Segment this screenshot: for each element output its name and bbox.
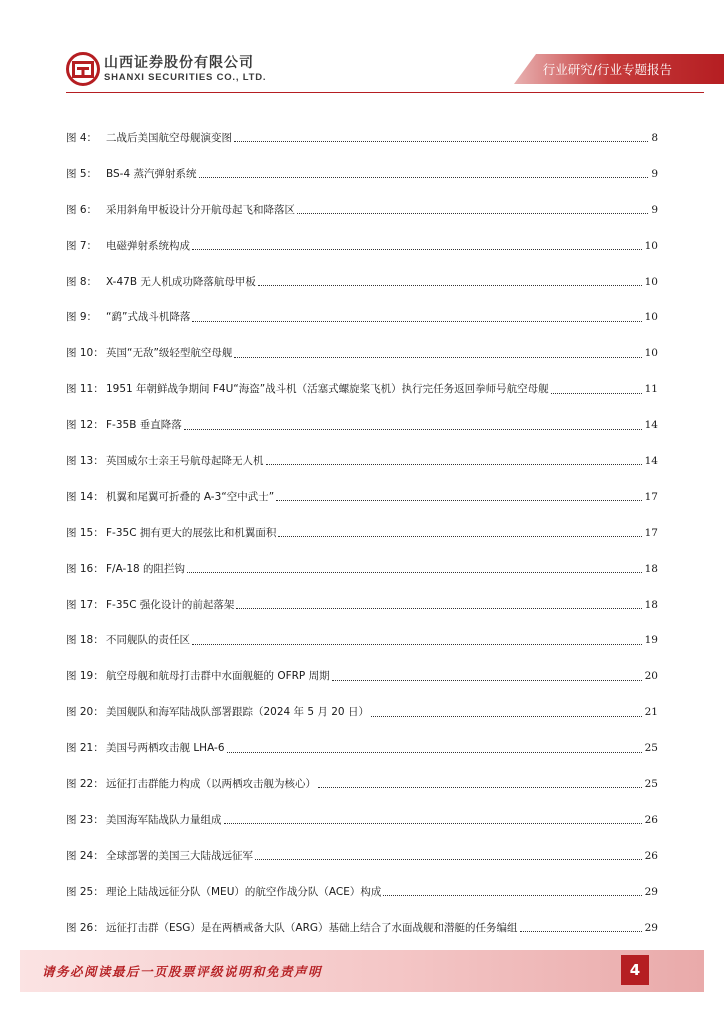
- toc-entry[interactable]: [66, 371, 658, 407]
- figure-title: 全球部署的美国三大陆战远征军: [106, 849, 253, 862]
- toc-entry[interactable]: [66, 479, 658, 515]
- dot-leader: [276, 490, 641, 501]
- figure-number: 图 19：: [66, 670, 104, 683]
- figure-title: 机翼和尾翼可折叠的 A-3“空中武士”: [106, 490, 275, 503]
- figure-title: 美国舰队和海军陆战队部署跟踪（2024 年 5 月 20 日）: [106, 706, 369, 719]
- dot-leader: [255, 849, 642, 860]
- figure-page-number: 17: [644, 526, 658, 539]
- dot-leader: [187, 562, 642, 573]
- figure-number: 图 15：: [66, 526, 104, 539]
- dot-leader: [318, 777, 642, 788]
- figure-page-number: 9: [651, 203, 658, 216]
- figure-list: [66, 120, 658, 945]
- company-name-cn: 山西证券股份有限公司: [104, 55, 254, 71]
- figure-number: 图 5：: [66, 167, 98, 180]
- figure-page-number: 9: [651, 167, 658, 180]
- toc-entry[interactable]: [66, 694, 658, 730]
- figure-page-number: 25: [644, 777, 658, 790]
- figure-title: 美国号两栖攻击舰 LHA-6: [106, 742, 225, 755]
- toc-entry[interactable]: [66, 120, 658, 156]
- figure-number: 图 13：: [66, 454, 104, 467]
- toc-entry[interactable]: [66, 407, 658, 443]
- figure-page-number: 25: [644, 742, 658, 755]
- figure-page-number: 20: [644, 670, 658, 683]
- toc-entry[interactable]: [66, 156, 658, 192]
- figure-title: X-47B 无人机成功降落航母甲板: [106, 275, 256, 288]
- dot-leader: [234, 347, 641, 358]
- toc-entry[interactable]: [66, 587, 658, 623]
- figure-page-number: 10: [644, 239, 658, 252]
- page-number: 4: [621, 955, 649, 985]
- toc-entry[interactable]: [66, 299, 658, 335]
- dot-leader: [192, 239, 642, 250]
- figure-number: 图 22：: [66, 777, 104, 790]
- disclaimer-notice: 请务必阅读最后一页股票评级说明和免责声明: [42, 964, 323, 979]
- figure-number: 图 25：: [66, 885, 104, 898]
- figure-title: F-35C 强化设计的前起落架: [106, 598, 235, 611]
- toc-entry[interactable]: [66, 622, 658, 658]
- figure-title: 二战后美国航空母舰演变图: [106, 131, 232, 144]
- toc-entry[interactable]: [66, 551, 658, 587]
- figure-title: “鹞”式战斗机降落: [106, 311, 191, 324]
- dot-leader: [234, 131, 648, 142]
- figure-page-number: 21: [644, 706, 658, 719]
- toc-entry[interactable]: [66, 730, 658, 766]
- figure-title: 理论上陆战远征分队（MEU）的航空作战分队（ACE）构成: [106, 885, 382, 898]
- toc-entry[interactable]: [66, 766, 658, 802]
- figure-page-number: 10: [644, 347, 658, 360]
- figure-number: 图 20：: [66, 706, 104, 719]
- toc-entry[interactable]: [66, 515, 658, 551]
- figure-title: 英国“无敌”级轻型航空母舰: [106, 347, 233, 360]
- dot-leader: [371, 706, 642, 717]
- figure-title: 采用斜角甲板设计分开航母起飞和降落区: [106, 203, 295, 216]
- toc-entry[interactable]: [66, 192, 658, 228]
- toc-entry[interactable]: [66, 910, 658, 946]
- toc-entry[interactable]: [66, 443, 658, 479]
- figure-title: F-35B 垂直降落: [106, 419, 182, 432]
- figure-page-number: 18: [644, 562, 658, 575]
- figure-title: 远征打击群（ESG）是在两栖戒备大队（ARG）基础上结合了水面战舰和潜艇的任务编组: [106, 921, 518, 934]
- figure-title: 美国海军陆战队力量组成: [106, 813, 222, 826]
- figure-page-number: 10: [644, 311, 658, 324]
- figure-number: 图 16：: [66, 562, 104, 575]
- figure-number: 图 14：: [66, 490, 104, 503]
- figure-page-number: 17: [644, 490, 658, 503]
- toc-entry[interactable]: [66, 658, 658, 694]
- figure-page-number: 8: [651, 131, 658, 144]
- figure-number: 图 4：: [66, 131, 98, 144]
- dot-leader: [383, 885, 641, 896]
- figure-page-number: 14: [644, 419, 658, 432]
- dot-leader: [551, 383, 642, 394]
- figure-page-number: 29: [644, 885, 658, 898]
- dot-leader: [236, 598, 641, 609]
- toc-entry[interactable]: [66, 874, 658, 910]
- figure-title: 英国威尔士亲王号航母起降无人机: [106, 454, 264, 467]
- figure-page-number: 10: [644, 275, 658, 288]
- figure-page-number: 14: [644, 454, 658, 467]
- figure-title: F-35C 拥有更大的展弦比和机翼面积: [106, 526, 277, 539]
- figure-page-number: 26: [644, 849, 658, 862]
- report-category-label: 行业研究/行业专题报告: [542, 62, 672, 77]
- figure-number: 图 17：: [66, 598, 104, 611]
- figure-page-number: 18: [644, 598, 658, 611]
- dot-leader: [224, 813, 642, 824]
- figure-page-number: 26: [644, 813, 658, 826]
- figure-title: BS-4 蒸汽弹射系统: [106, 167, 197, 180]
- toc-entry[interactable]: [66, 335, 658, 371]
- company-name-en: SHANXI SECURITIES CO., LTD.: [104, 72, 267, 83]
- dot-leader: [192, 311, 641, 322]
- toc-entry[interactable]: [66, 802, 658, 838]
- dot-leader: [266, 454, 642, 465]
- dot-leader: [258, 275, 642, 286]
- page-header: [0, 0, 724, 96]
- figure-page-number: 19: [644, 634, 658, 647]
- figure-title: 航空母舰和航母打击群中水面舰艇的 OFRP 周期: [106, 670, 330, 683]
- figure-title: 不同舰队的责任区: [106, 634, 190, 647]
- figure-number: 图 6：: [66, 203, 98, 216]
- header-divider: [66, 92, 704, 93]
- dot-leader: [199, 167, 649, 178]
- figure-number: 图 11：: [66, 383, 104, 396]
- shanxi-securities-logo-icon: [66, 52, 100, 86]
- dot-leader: [332, 670, 642, 681]
- figure-number: 图 12：: [66, 419, 104, 432]
- toc-entry[interactable]: [66, 264, 658, 300]
- dot-leader: [520, 921, 642, 932]
- figure-number: 图 24：: [66, 849, 104, 862]
- figure-title: 远征打击群能力构成（以两栖攻击舰为核心）: [106, 777, 316, 790]
- figure-title: 1951 年朝鲜战争期间 F4U“海盗”战斗机（活塞式螺旋桨飞机）执行完任务返回拳师号航空母舰: [106, 383, 549, 396]
- figure-title: 电磁弹射系统构成: [106, 239, 190, 252]
- dot-leader: [297, 203, 648, 214]
- figure-page-number: 11: [644, 383, 658, 396]
- figure-number: 图 8：: [66, 275, 98, 288]
- toc-entry[interactable]: [66, 838, 658, 874]
- figure-number: 图 23：: [66, 813, 104, 826]
- figure-title: F/A-18 的阻拦钩: [106, 562, 186, 575]
- figure-number: 图 9：: [66, 311, 98, 324]
- dot-leader: [278, 526, 641, 537]
- figure-number: 图 26：: [66, 921, 104, 934]
- dot-leader: [227, 742, 642, 753]
- figure-page-number: 29: [644, 921, 658, 934]
- dot-leader: [184, 419, 642, 430]
- figure-number: 图 7：: [66, 239, 98, 252]
- toc-entry[interactable]: [66, 228, 658, 264]
- figure-number: 图 10：: [66, 347, 104, 360]
- figure-number: 图 18：: [66, 634, 104, 647]
- dot-leader: [192, 634, 642, 645]
- figure-number: 图 21：: [66, 742, 104, 755]
